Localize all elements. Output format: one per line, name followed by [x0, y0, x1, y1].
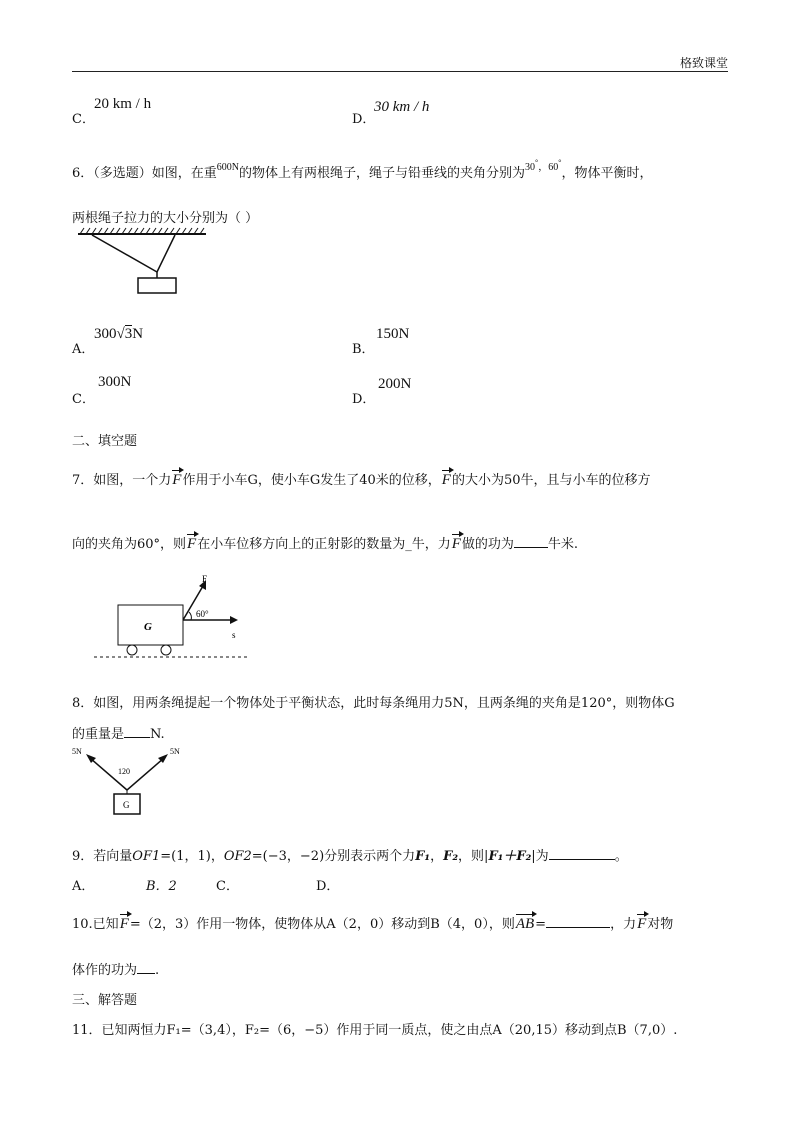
q5-option-d-value: 30 km / h — [374, 99, 430, 115]
q7-text: 在小车位移方向上的正射影的数量为_牛，力 — [197, 537, 451, 552]
weight-label: G — [123, 800, 130, 810]
vector-of2: OF2 — [223, 849, 252, 864]
q6-stem-line2: 两根绳子拉力的大小分别为（ ） — [72, 211, 259, 226]
q9-text: =(−3，−2)分别表示两个力 — [251, 849, 416, 864]
vector-f: F — [172, 472, 182, 488]
answer-blank[interactable] — [549, 847, 615, 860]
q10-line2 — [72, 959, 159, 978]
degree-sign: ° — [535, 158, 539, 167]
q7-line1 — [72, 469, 650, 489]
wheel — [127, 645, 137, 655]
q6-text: ，物体平衡时， — [561, 166, 653, 181]
vector-f: F — [187, 536, 197, 552]
unit: N — [132, 326, 144, 342]
q7-text: 牛米. — [547, 537, 579, 552]
q7-text: 做的功为 — [461, 537, 514, 552]
force-f1: F₁ — [415, 849, 431, 864]
q8-line2 — [72, 723, 165, 742]
angle-value: 30 — [525, 162, 536, 173]
q9-stem — [72, 845, 628, 864]
q5-option-c — [72, 108, 95, 127]
right-rope — [127, 758, 164, 790]
answer-blank[interactable] — [137, 961, 155, 974]
section-heading: 三、解答题 — [72, 993, 138, 1008]
q7-figure — [90, 572, 252, 664]
rope-right — [157, 235, 175, 272]
q6-option-b: B． — [352, 342, 375, 357]
left-force-label: 5N — [72, 747, 82, 756]
cart-label: G — [144, 621, 152, 633]
q6-text: 6．（多选题）如图，在重 — [72, 166, 217, 181]
force-label: F — [202, 574, 208, 584]
sqrt-icon: √ — [116, 326, 125, 342]
right-force-label: 5N — [170, 747, 180, 756]
vector-f: F — [441, 472, 451, 488]
q6-angle1 — [525, 158, 562, 173]
displacement-label: s — [232, 630, 236, 640]
option-label: D． — [352, 112, 376, 127]
vector-of1: OF1 — [132, 849, 161, 864]
q10-text: ，力 — [610, 917, 637, 932]
q9-text: ， — [430, 849, 444, 864]
q10-text: 体作的功为 — [72, 963, 138, 978]
answer-blank[interactable] — [514, 535, 548, 548]
q9-text: |为 — [531, 849, 549, 864]
q9-text: 。 — [614, 849, 628, 864]
option-label: C． — [72, 112, 95, 127]
force-sum: F₁＋F₂ — [488, 849, 532, 864]
angle-label: 60° — [196, 609, 209, 619]
header-brand: 格致课堂 — [679, 56, 728, 70]
q6-option-b-value: 150N — [376, 326, 410, 342]
q7-line2 — [72, 533, 578, 553]
q6-weight: 600N — [216, 162, 240, 173]
vector-f: F — [637, 916, 647, 932]
q11-stem: 11．已知两恒力F₁=（3,4），F₂=（6，−5）作用于同一质点，使之由点A（20,15）移动到点B（7,0）. — [72, 1023, 678, 1038]
separator: ， — [538, 162, 549, 173]
q7-text: 向的夹角为60°，则 — [72, 537, 187, 552]
angle-arc — [189, 612, 191, 620]
q9-option-c: C． — [216, 879, 239, 894]
rope-left — [92, 235, 157, 272]
hanging-block — [138, 278, 176, 293]
q6-option-c-value: 300N — [98, 374, 132, 390]
q5-option-d — [352, 108, 375, 127]
vector-ab: AB — [515, 916, 535, 932]
wheel — [161, 645, 171, 655]
q9-text: ，则| — [458, 849, 489, 864]
radicand: 3 — [124, 326, 133, 342]
q6-option-c: C． — [72, 392, 95, 407]
q6-option-a-value — [94, 326, 143, 343]
q10-text: = — [535, 917, 547, 932]
q9-text: =(1，1)， — [160, 849, 224, 864]
q5-option-c-value: 20 km / h — [94, 96, 152, 112]
vector-f: F — [451, 536, 461, 552]
header-divider — [72, 71, 728, 72]
q6-text: 的物体上有两根绳子，绳子与铅垂线的夹角分别为 — [239, 166, 526, 181]
q6-figure — [72, 226, 212, 298]
angle-label: 120 — [118, 767, 130, 776]
q8-figure — [72, 742, 192, 818]
q8-text: N. — [150, 727, 165, 742]
q6-option-a — [72, 338, 94, 357]
number: 300 — [94, 326, 117, 342]
answer-blank[interactable] — [546, 915, 610, 928]
q9-option-a: A． — [72, 879, 95, 894]
force-f2: F₂ — [443, 849, 459, 864]
degree-sign: ° — [558, 158, 562, 167]
q10-text: 对物 — [647, 917, 674, 932]
q9-option-d: D． — [316, 879, 340, 894]
q9-text: 9．若向量 — [72, 849, 133, 864]
q10-text: 10.已知 — [72, 917, 119, 932]
q6-option-d: D． — [352, 392, 376, 407]
q6-stem-line1 — [72, 158, 653, 181]
q8-text: 的重量是 — [72, 727, 125, 742]
option-label: A． — [72, 342, 95, 357]
angle-value: 60 — [548, 162, 559, 173]
q7-text: 7．如图，一个力 — [72, 473, 172, 488]
q10-line1 — [72, 913, 673, 933]
q8-line1: 8．如图，用两条绳提起一个物体处于平衡状态，此时每条绳用力5N，且两条绳的夹角是120°，则物体G — [72, 696, 675, 711]
q7-text: 作用于小车G，使小车G发生了40米的位移， — [182, 473, 441, 488]
q10-text: . — [155, 963, 160, 978]
q9-option-b: B．2 — [146, 879, 177, 894]
q6-option-d-value: 200N — [378, 376, 412, 392]
arrowhead-icon — [230, 616, 238, 624]
answer-blank[interactable] — [124, 725, 150, 738]
q7-text: 的大小为50牛，且与小车的位移方 — [451, 473, 651, 488]
section-heading: 二、填空题 — [72, 434, 138, 449]
vector-f: F — [119, 916, 129, 932]
q10-text: =（2，3）作用一物体，使物体从A（2，0）移动到B（4，0），则 — [129, 917, 515, 932]
